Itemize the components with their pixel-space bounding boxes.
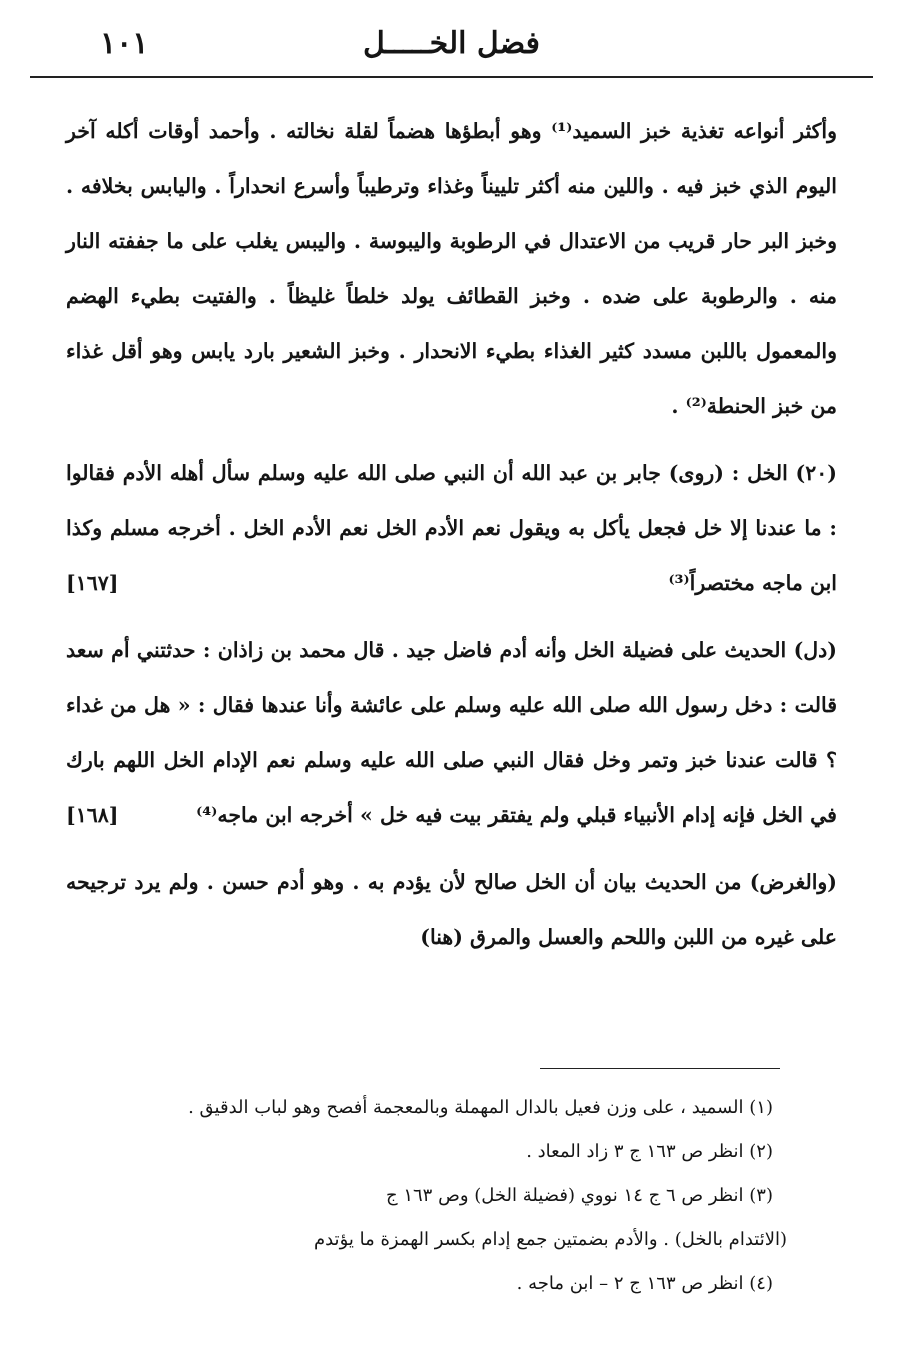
footnote-2: (٢) انظر ص ١٦٣ ج ٣ زاد المعاد . — [526, 1141, 773, 1162]
paragraph-vinegar-hadith — [66, 446, 837, 611]
hadith-number: [١٦٧] — [66, 571, 119, 595]
footnote-3: (٣) انظر ص ٦ ج ١٤ نووي (فضيلة الخل) وص ١٦٣ ج — [385, 1185, 773, 1206]
paragraph-purpose — [66, 855, 837, 965]
footnote-separator — [540, 1068, 780, 1069]
paragraph-text: (٢٠) الخل : (روى) جابر بن عبد الله أن النبي صلى الله عليه وسلم سأل أهله الأدم فقالوا : ما عندنا إلا خل فجعل يأكل به ويقول نعم الأدم الخل نعم الأدم الخل . أخرجه مسلم وكذا ابن ماجه مختصراً⁽³⁾ — [66, 461, 837, 595]
footnotes — [130, 1086, 787, 1306]
paragraph-text: وأكثر أنواعه تغذية خبز السميد⁽¹⁾ وهو أبطؤها هضماً لقلة نخالته . وأحمد أوقات أكله آخر اليوم الذي خبز فيه . واللين منه أكثر تلييناً وغذاء وترطيباً وأسرع انحداراً . واليابس بخلافه . وخبز البر حار قريب من الاعتدال في الرطوبة واليبوسة . واليبس يغلب على ما جففته النار منه . والرطوبة على ضده . وخبز القطائف يولد خلطاً غليظاً . والفتيت بطيء الهضم والمعمول باللبن مسدد كثير الغذاء بطيء الانحدار . وخبز الشعير بارد يابس وهو أقل غذاء من خبز الحنطة⁽²⁾ . — [66, 119, 837, 418]
header-rule — [30, 76, 873, 78]
page-header — [60, 22, 843, 74]
paragraph-commentary — [66, 623, 837, 843]
body-text — [66, 104, 837, 965]
paragraph-text: (دل) الحديث على فضيلة الخل وأنه أدم فاضل جيد . قال محمد بن زاذان : حدثتني أم سعد قالت : دخل رسول الله صلى الله عليه وسلم على عائشة وأنا عندها فقال : « هل من غداء ؟ قالت عندنا خبز وتمر وخل فقال النبي صلى الله عليه وسلم نعم الإدام الخل اللهم بارك في الخل فإنه إدام الأنبياء قبلي ولم يفتقر بيت فيه خل » أخرجه ابن ماجه⁽⁴⁾ — [66, 638, 837, 827]
footnote-4: (٤) انظر ص ١٦٣ ج ٢ – ابن ماجه . — [516, 1273, 773, 1294]
hadith-number: [١٦٨] — [66, 803, 119, 827]
footnote-1: (١) السميد ، على وزن فعيل بالدال المهملة وبالمعجمة أفصح وهو لباب الدقيق . — [188, 1097, 773, 1118]
footnote-3-continuation: (الائتدام بالخل) . والأدم بضمتين جمع إدام بكسر الهمزة ما يؤتدم — [313, 1229, 787, 1250]
paragraph-text: (والغرض) من الحديث بيان أن الخل صالح لأن يؤدم به . وهو أدم حسن . ولم يرد ترجيحه على غيره من اللبن واللحم والعسل والمرق (هنا) — [66, 870, 837, 949]
page-number: ١٠١ — [100, 26, 149, 61]
paragraph-bread — [66, 104, 837, 434]
running-title: فضل الخـــــل — [362, 26, 541, 61]
